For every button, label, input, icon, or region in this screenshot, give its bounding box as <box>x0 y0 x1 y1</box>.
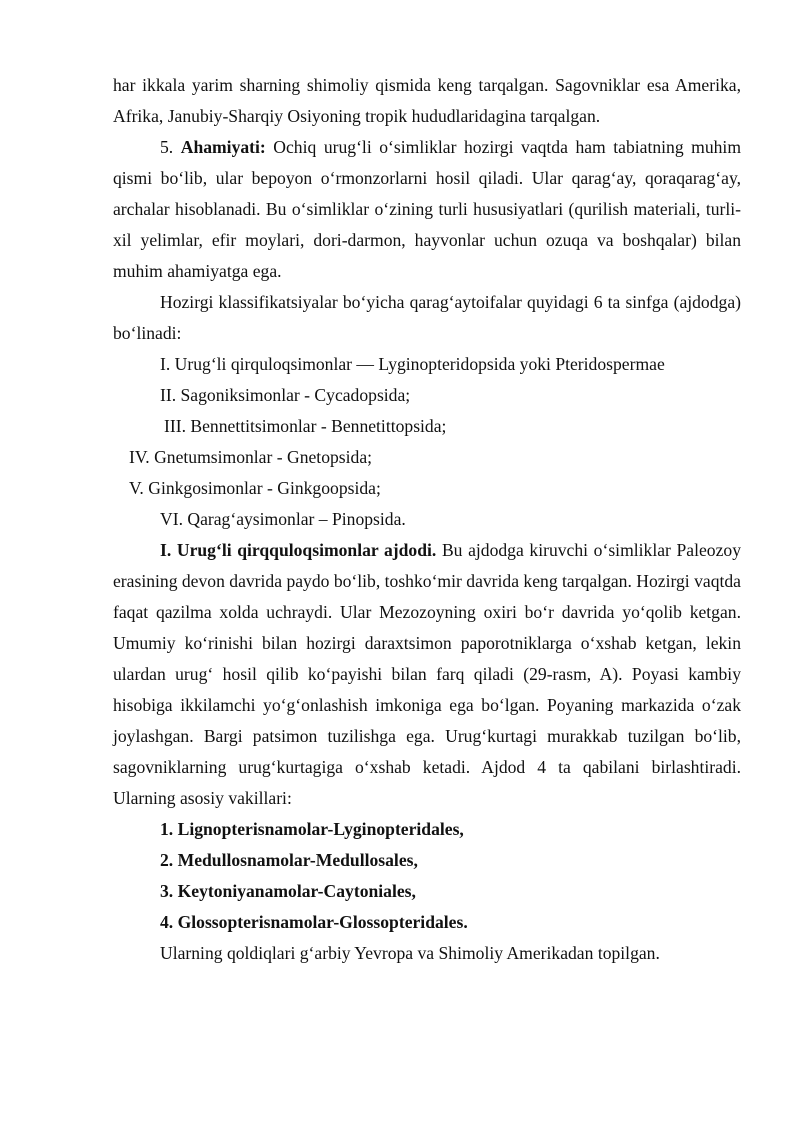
importance-text: Ochiq urug‘li o‘simliklar hozirgi vaqtda ham tabiatning muhim qismi bo‘lib, ular bepoyon o‘rmonzorlarni hosil qiladi. Ular qarag‘ay, qoraqarag‘ay, archalar hisoblanadi. Bu o‘simliklar o‘zining turli hususiyatlari (qurilish materiali, turli-xil yelimlar, efir moylari, dori-darmon, hayvonlar uchun ozuqa va boshqalar) bilan muhim ahamiyatga ega. <box>113 137 742 281</box>
paragraph-distribution: har ikkala yarim sharning shimoliy qismida keng tarqalgan. Sagovniklar esa Amerika, Afrika, Janubiy-Sharqiy Osiyoning tropik hududlaridagina tarqalgan. <box>113 75 741 126</box>
section-number: 5. <box>160 137 181 157</box>
order-label: 4. Glossopterisnamolar-Glossopteridales. <box>160 912 468 932</box>
order-item <box>113 814 741 845</box>
order-label: 1. Lignopterisnamolar-Lyginopteridales, <box>160 819 464 839</box>
order-item <box>113 845 741 876</box>
paragraph-remains: Ularning qoldiqlari g‘arbiy Yevropa va Shimoliy Amerikadan topilgan. <box>160 943 660 963</box>
paragraph-classification: Hozirgi klassifikatsiyalar bo‘yicha qarag‘aytoifalar quyidagi 6 ta sinfga (ajdodga) bo‘linadi: <box>113 292 741 343</box>
class-item: V. Ginkgosimonlar - Ginkgoopsida; <box>129 478 381 498</box>
paragraph-importance <box>113 132 741 287</box>
seed-ferns-text: Bu ajdodga kiruvchi o‘simliklar Paleozoy erasining devon davrida paydo bo‘lib, toshko‘mir davrida keng tarqalgan. Hozirgi vaqtda faqat qazilma xolda uchraydi. Ular Mezozoyning oxiri bo‘r davrida yo‘qolib ketgan. Umumiy ko‘rinishi bilan hozirgi daraxtsimon paporotniklarga o‘xshab ketgan, lekin ulardan urug‘ hosil qilib ko‘payishi bilan farq qiladi (29-rasm, A). Poyasi kambiy hisobiga ikkilamchi yo‘g‘onlashish imkoniga ega bo‘lgan. Poyaning markazida o‘zak joylashgan. Bargi patsimon tuzilishga ega. Urug‘kurtagi murakkab tuzilgan bo‘lib, sagovniklarning urug‘kurtagiga o‘xshab ketadi. Ajdod 4 ta qabilani birlashtiradi. Ularning asosiy vakillari: <box>113 540 741 808</box>
section-heading-seed-ferns: I. Urug‘li qirqquloqsimonlar ajdodi. <box>160 540 437 560</box>
order-label: 3. Keytoniyanamolar-Caytoniales, <box>160 881 416 901</box>
section-heading-importance: Ahamiyati: <box>180 137 266 157</box>
class-item: III. Bennettitsimonlar - Bennetittopsida; <box>164 416 447 436</box>
page-content <box>113 70 741 969</box>
order-item <box>113 876 741 907</box>
paragraph-seed-ferns <box>113 535 741 814</box>
class-item: VI. Qarag‘aysimonlar – Pinopsida. <box>160 509 406 529</box>
order-item <box>113 907 741 938</box>
class-item: IV. Gnetumsimonlar - Gnetopsida; <box>129 447 373 467</box>
class-item: I. Urug‘li qirquloqsimonlar — Lyginopteridopsida yoki Pteridospermae <box>160 354 665 374</box>
class-item: II. Sagoniksimonlar - Cycadopsida; <box>160 385 411 405</box>
order-label: 2. Medullosnamolar-Medullosales, <box>160 850 418 870</box>
